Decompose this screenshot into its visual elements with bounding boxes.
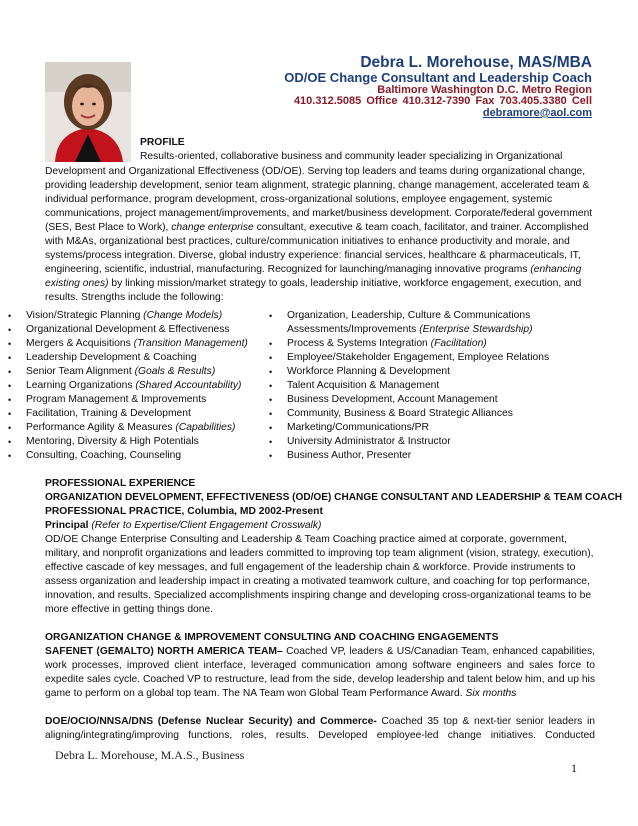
experience-heading: PROFESSIONAL EXPERIENCE bbox=[45, 478, 196, 489]
page-number: 1 bbox=[571, 761, 577, 775]
engagement-safenet: SAFENET (GEMALTO) NORTH AMERICA TEAM– Coached VP, leaders & US/Canadian Team, enhanced capabilities, work processes, improved client interface, leveraged communication among software engineers and sales force to expedite sales cycle. Coached VP to restructure, lead from the side, develop leadership and talent below him, and up his game to perform on a global top team. The NA Team won Global Team Performance Award. Six months bbox=[45, 646, 595, 699]
list-item: • Business Author, Presenter bbox=[269, 449, 569, 463]
profile-photo bbox=[45, 62, 131, 162]
list-item: • Vision/Strategic Planning (Change Models) bbox=[8, 309, 263, 323]
list-item: • Facilitation, Training & Development bbox=[8, 407, 263, 421]
resume-name: Debra L. Morehouse, MAS/MBA bbox=[360, 54, 592, 71]
list-item: • Performance Agility & Measures (Capabilities) bbox=[8, 421, 263, 435]
profile-summary: Development and Organizational Effectiveness (OD/OE). Serving top leaders and teams during organizational change, providing leadership development, senior team alignment, strategic planning, change management, accelerated team & individual performance, program development, cross-organizational solutions, employee engagement, systemic communications, project management/improvements, and market/business development. Corporate/federal government (SES, Best Place to Work), change enterprise consultant, executive & team coach, facilitator, and trainer. Accomplished with M&As, organizational best practices, culture/communication initiatives to enhance productivity and morale, and systems/process integration. Diverse, global industry experience: financial services, healthcare & pharmaceuticals, IT, engineering, scientific, industrial, manufacturing. Recognized for launching/managing innovative programs (enhancing existing ones) by linking mission/market strategy to goals, leadership initiative, workforce engagement, execution, and results. Strengths include the following: bbox=[45, 166, 593, 303]
list-item: • Mergers & Acquisitions (Transition Management) bbox=[8, 337, 263, 351]
list-item: • Business Development, Account Management bbox=[269, 393, 569, 407]
role-line: Principal (Refer to Expertise/Client Engagement Crosswalk) bbox=[45, 520, 322, 531]
list-item: • University Administrator & Instructor bbox=[269, 435, 569, 449]
contact-phones: 410.312.5085 Office 410.312-7390 Fax 703.405.3380 Cell bbox=[293, 95, 592, 107]
profile-first-line: Results-oriented, collaborative business and community leader specializing in Organizational bbox=[140, 151, 563, 162]
list-item: • Senior Team Alignment (Goals & Results) bbox=[8, 365, 263, 379]
engagements-section bbox=[45, 631, 595, 743]
list-item: • Organization, Leadership, Culture & Communications Assessments/Improvements (Enterprise Stewardship) bbox=[269, 309, 569, 337]
engagements-heading: ORGANIZATION CHANGE & IMPROVEMENT CONSULTING AND COACHING ENGAGEMENTS bbox=[45, 632, 499, 643]
list-item: • Process & Systems Integration (Facilitation) bbox=[269, 337, 569, 351]
company-location: PROFESSIONAL PRACTICE, Columbia, MD 2002-Present bbox=[45, 506, 323, 517]
experience-section bbox=[45, 477, 623, 617]
list-item: • Workforce Planning & Development bbox=[269, 365, 569, 379]
list-item: • Leadership Development & Coaching bbox=[8, 351, 263, 365]
experience-description: OD/OE Change Enterprise Consulting and Leadership & Team Coaching practice aimed at corporate, government, military, and nonprofit organizations and leaders committed to improving top team alignment (vision, strategy, execution), effective cascade of key messages, and full engagement of the leadership chain & workforce. Provide instruments to assess organization and leadership impact in creating a motivated teamwork culture, and coaching for top performance, innovation, and results. Specialized accomplishments inspiring change and developing cross-organizational teams to be more effective in getting things done. bbox=[45, 534, 594, 615]
list-item: • Marketing/Communications/PR bbox=[269, 421, 569, 435]
list-item: • Community, Business & Board Strategic Alliances bbox=[269, 407, 569, 421]
resume-region: Baltimore Washington D.C. Metro Region bbox=[377, 84, 592, 96]
profile-heading: PROFILE bbox=[140, 137, 185, 148]
page-footer: Debra L. Morehouse, M.A.S., Business bbox=[55, 748, 245, 762]
list-item: • Program Management & Improvements bbox=[8, 393, 263, 407]
strengths-list-right bbox=[269, 309, 569, 463]
contact-email-link[interactable]: debramore@aol.com bbox=[482, 107, 592, 119]
engagement-doe: DOE/OCIO/NNSA/DNS (Defense Nuclear Security) and Commerce- Coached 35 top & next-tier senior leaders in aligning/integrating/improving functions, roles, results. Developed employee-led change initiatives. Conducted bbox=[45, 716, 595, 741]
resume-title: OD/OE Change Consultant and Leadership Coach bbox=[284, 70, 592, 85]
list-item: • Talent Acquisition & Management bbox=[269, 379, 569, 393]
list-item: • Learning Organizations (Shared Accountability) bbox=[8, 379, 263, 393]
strengths-list-left bbox=[8, 309, 263, 463]
list-item: • Organizational Development & Effectiveness bbox=[8, 323, 263, 337]
company-name: ORGANIZATION DEVELOPMENT, EFFECTIVENESS (OD/OE) CHANGE CONSULTANT AND LEADERSHIP & TEAM COACH bbox=[45, 492, 623, 503]
list-item: • Mentoring, Diversity & High Potentials bbox=[8, 435, 263, 449]
list-item: • Consulting, Coaching, Counseling bbox=[8, 449, 263, 463]
list-item: • Employee/Stakeholder Engagement, Employee Relations bbox=[269, 351, 569, 365]
